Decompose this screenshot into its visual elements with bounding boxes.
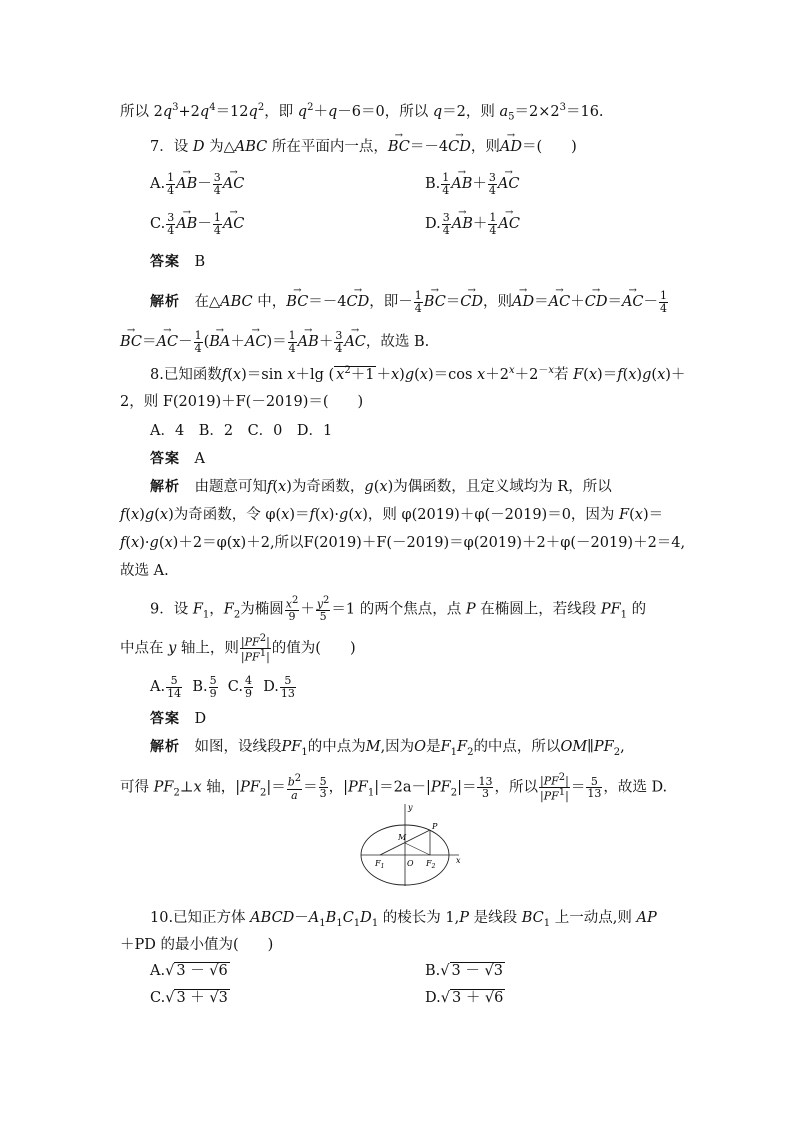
label-m: M xyxy=(398,833,407,842)
label-f2: $F_2$ xyxy=(426,859,436,870)
question-10-option-a: A.√ 3 － √6 xyxy=(150,963,228,979)
segment-om xyxy=(405,843,430,855)
question-10-option-c: C.√ 3 ＋ √3 xyxy=(150,990,228,1006)
question-10-stem: 10.已知正方体 $ABCD-A_1B_1C_1D_1$ 的棱长为 1,P 是线段 $BC_1$ 上一动点,则 AP xyxy=(150,910,657,929)
question-9-stem: 9．设 $F_1$，$F_2$为椭圆 $\frac{x^2}{9}$ ＋ $\frac{y^2}{5}$ ＝1 的两个焦点，点 P 在椭圆上，若线段 $PF_1$ 的 xyxy=(150,595,647,624)
label-p: P xyxy=(432,822,438,831)
question-7-option-a: A. $\frac{1}{4}$ → AB－ $\frac{3}{4}$ → AC xyxy=(150,172,244,196)
question-9-analysis-line2: 可得 $PF_2\perp x$ 轴，$|PF_2|=$ $\frac{b^2}{a}$ ＝ $\frac{5}{3}$ ，$|PF_1|=2a-|PF_2|=$ $\frac{13}{3}$ ，所以 $\frac{|PF^2|}{|PF^1|}$ ＝ $\frac{5}{13}$ ，故选 D. xyxy=(120,772,668,803)
question-8-analysis-line3: f(x)·g(x)＋2＝φ(x)＋2,所以F(2019)＋F(－2019)＝φ(2019)＋2＋φ(－2019)＋2＝4, xyxy=(120,535,686,551)
question-9-stem-line2: 中点在 y 轴上，则 $\frac{|PF^2|}{|PF^1|}$ 的值为( ) xyxy=(120,633,356,664)
question-9-analysis-line1: 解析 如图，设线段$PF_1$的中点为M,因为O是$F_1F_2$的中点，所以$OM\parallel PF_2$, xyxy=(150,739,625,758)
question-8-options: A．4 B．2 C．0 D．1 xyxy=(150,423,333,439)
text-line: 所以 $2q^3+2q^4=12q^2$，即 $q^2+q-6=0$，所以 q＝2，则 $a_5=2\times 2^3=16$. xyxy=(120,102,604,123)
question-8-stem: 8.已知函数f(x)＝sin x＋lg ( $x^2+1 +x)g(x)=\cos$ $x+2^x+2^{-x}$若 F(x)＝f(x)g(x)＋ xyxy=(150,365,686,383)
question-8-analysis-line1: 解析 由题意可知f(x)为奇函数，g(x)为偶函数，且定义域均为 R，所以 xyxy=(150,479,612,495)
question-7-stem: 7．设 D 为△ABC 所在平面内一点，→ BC＝－4→ CD，则→ AD＝( ) xyxy=(150,140,577,155)
label-y: y xyxy=(408,803,413,812)
question-7-option-c: C. $\frac{3}{4}$ → AB－ $\frac{1}{4}$ → AC xyxy=(150,212,244,236)
question-7-answer: 答案 B xyxy=(150,254,206,270)
question-8-analysis-line4: 故选 A. xyxy=(120,563,169,579)
question-7-analysis-line1: 解析 在△ABC 中，→ BC＝－4→ CD，即－ $\frac{1}{4}$ → BC＝→ CD，则→ AD＝→ AC＋→ CD＝→ AC－ $\frac{1}{4}$ xyxy=(150,290,669,314)
question-8-answer: 答案 A xyxy=(150,451,205,467)
question-7-option-d: D. $\frac{3}{4}$ → AB＋ $\frac{1}{4}$ → AC xyxy=(425,212,520,236)
question-9-options: A. $\frac{5}{14}$ B. $\frac{5}{9}$ C. $\frac{4}{9}$ D. $\frac{5}{13}$ xyxy=(150,674,295,700)
question-7-analysis-line2: → BC＝→ AC－ $\frac{1}{4}$ (→ BA＋→ AC)＝ $\frac{1}{4}$ → AB＋ $\frac{3}{4}$ → AC，故选 B. xyxy=(120,330,429,354)
question-10-option-b: B.√ 3 － √3 xyxy=(425,963,503,979)
question-10-stem-line2: ＋PD 的最小值为( ) xyxy=(120,937,274,953)
question-10-option-d: D.√ 3 ＋ √6 xyxy=(425,990,504,1006)
label-o: O xyxy=(407,859,414,868)
question-8-analysis-line2: f(x)g(x)为奇函数，令 φ(x)＝f(x)·g(x)，则 φ(2019)＋φ(－2019)＝0，因为 F(x)＝ xyxy=(120,507,664,523)
question-8-stem-line2: 2，则 F(2019)＋F(－2019)＝( ) xyxy=(120,394,364,410)
label-f1: $F_1$ xyxy=(375,859,385,870)
question-7-option-b: B. $\frac{1}{4}$ → AB＋ $\frac{3}{4}$ → AC xyxy=(425,172,519,196)
question-9-answer: 答案 D xyxy=(150,711,207,727)
ellipse-figure xyxy=(355,800,465,890)
label-x: x xyxy=(456,856,461,865)
